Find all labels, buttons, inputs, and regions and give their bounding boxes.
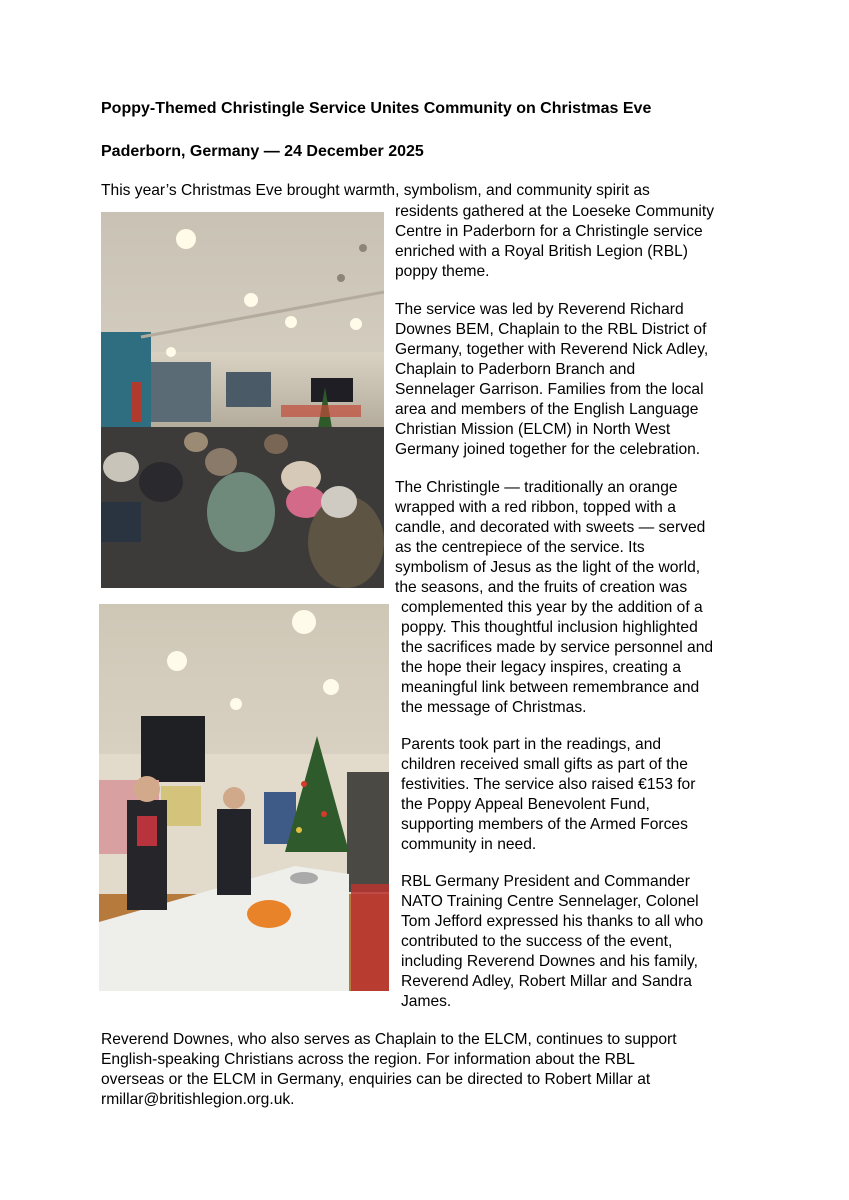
dateline: Paderborn, Germany — 24 December 2025	[101, 143, 424, 160]
headline: Poppy-Themed Christingle Service Unites Community on Christmas Eve	[101, 100, 652, 117]
intro-line: This year’s Christmas Eve brought warmth, symbolism, and community spirit as	[101, 182, 650, 199]
p4-line: children received small gifts as part of the	[401, 756, 688, 773]
p4-line: festivities. The service also raised €153 for	[401, 776, 696, 793]
p2-line: area and members of the English Language	[395, 401, 699, 418]
p3-line: The Christingle — traditionally an orange	[395, 479, 678, 496]
congregation-photo	[101, 212, 384, 588]
p5-line: RBL Germany President and Commander	[401, 873, 690, 890]
p3-line: meaningful link between remembrance and	[401, 679, 700, 696]
p3-line: poppy. This thoughtful inclusion highlighted	[401, 619, 698, 636]
p4-line: supporting members of the Armed Forces	[401, 816, 688, 833]
p1-line: poppy theme.	[395, 263, 490, 280]
p1-line: enriched with a Royal British Legion (RBL)	[395, 243, 688, 260]
p3-line: the seasons, and the fruits of creation was	[395, 579, 688, 596]
p2-line: Sennelager Garrison. Families from the local	[395, 381, 704, 398]
p3-line: symbolism of Jesus as the light of the world,	[395, 559, 701, 576]
p1-line: Centre in Paderborn for a Christingle service	[395, 223, 703, 240]
p2-line: Germany joined together for the celebration.	[395, 441, 701, 458]
closing-line: overseas or the ELCM in Germany, enquiries can be directed to Robert Millar at	[101, 1071, 651, 1088]
p3-line: as the centrepiece of the service. Its	[395, 539, 645, 556]
p2-line: Chaplain to Paderborn Branch and	[395, 361, 636, 378]
p2-line: Christian Mission (ELCM) in North West	[395, 421, 671, 438]
p3-line: the hope their legacy inspires, creating a	[401, 659, 681, 676]
p2-line: The service was led by Reverend Richard	[395, 301, 684, 318]
p3-line: the message of Christmas.	[401, 699, 587, 716]
p5-line: including Reverend Downes and his family,	[401, 953, 699, 970]
p4-line: Parents took part in the readings, and	[401, 736, 662, 753]
closing-line: Reverend Downes, who also serves as Chaplain to the ELCM, continues to support	[101, 1031, 677, 1048]
p5-line: contributed to the success of the event,	[401, 933, 673, 950]
service-front-photo	[99, 604, 389, 991]
p2-line: Germany, together with Reverend Nick Adley,	[395, 341, 709, 358]
p3-line: wrapped with a red ribbon, topped with a	[395, 499, 676, 516]
closing-line: English-speaking Christians across the region. For information about the RBL	[101, 1051, 635, 1068]
p2-line: Downes BEM, Chaplain to the RBL District of	[395, 321, 707, 338]
p5-line: James.	[401, 993, 452, 1010]
p3-line: the sacrifices made by service personnel and	[401, 639, 714, 656]
p1-line: residents gathered at the Loeseke Community	[395, 203, 714, 220]
p3-line: candle, and decorated with sweets — served	[395, 519, 706, 536]
p5-line: Reverend Adley, Robert Millar and Sandra	[401, 973, 692, 990]
p4-line: the Poppy Appeal Benevolent Fund,	[401, 796, 650, 813]
closing-line: rmillar@britishlegion.org.uk.	[101, 1091, 295, 1108]
p5-line: Tom Jefford expressed his thanks to all who	[401, 913, 704, 930]
p5-line: NATO Training Centre Sennelager, Colonel	[401, 893, 699, 910]
p3-line: complemented this year by the addition of a	[401, 599, 703, 616]
p4-line: community in need.	[401, 836, 537, 853]
